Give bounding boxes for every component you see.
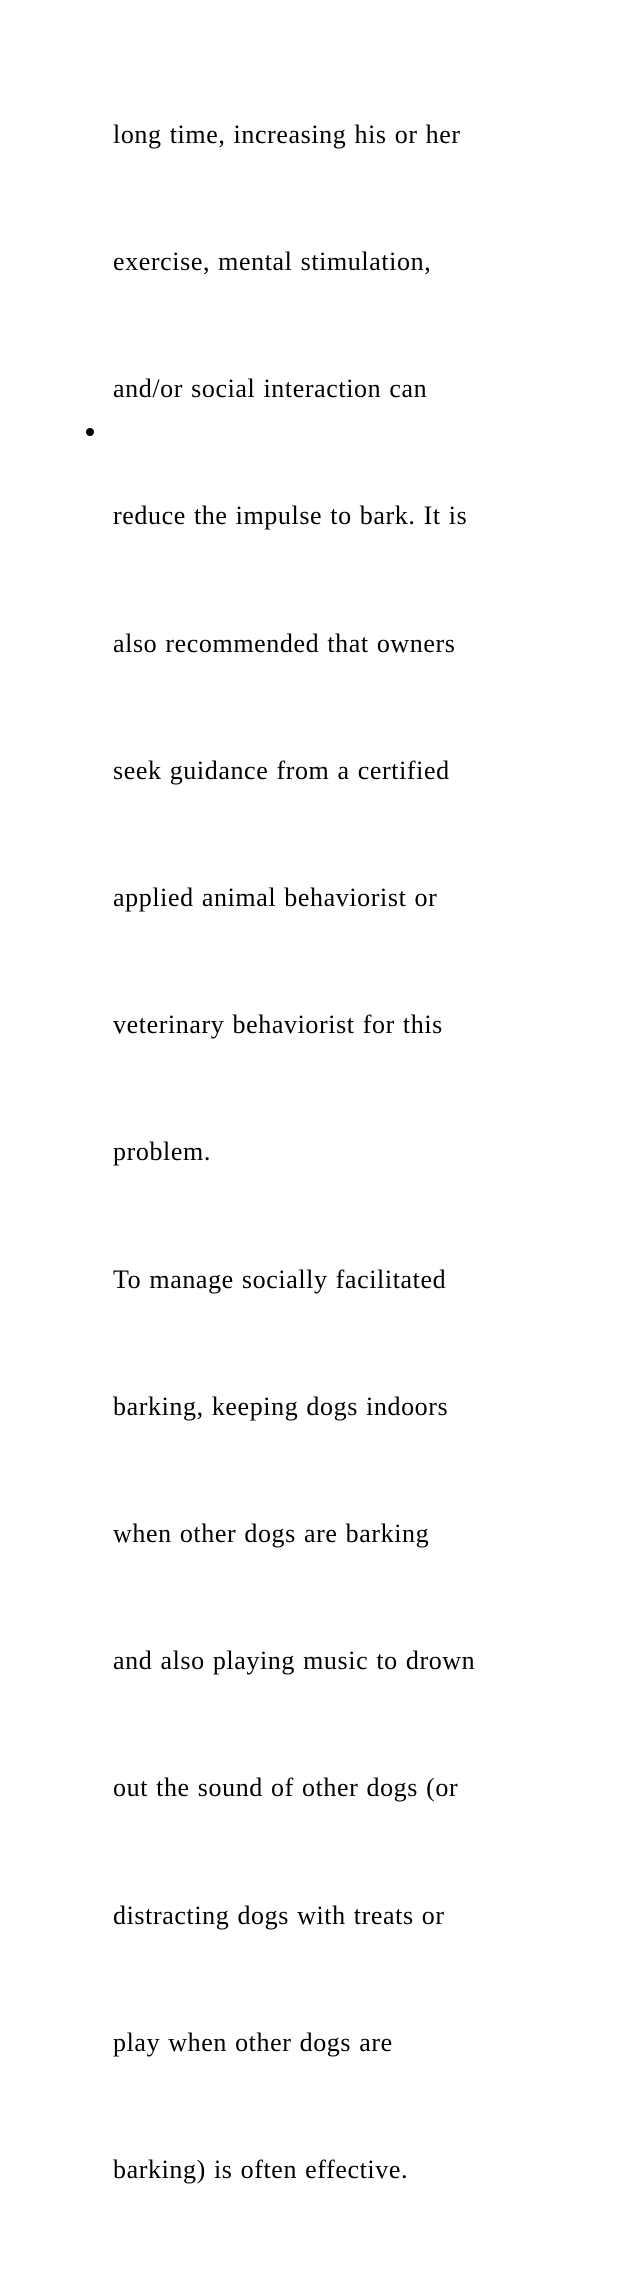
text-line: seek guidance from a certified	[113, 755, 450, 785]
text-line: also recommended that owners	[113, 628, 456, 658]
text-line: veterinary behaviorist for this	[113, 1010, 443, 1040]
text-line: exercise, mental stimulation,	[113, 247, 432, 277]
bullet-text-line: barking) is often effective.	[113, 2155, 409, 2185]
body-text	[113, 29, 583, 2276]
bullet-text-line: and also playing music to drown	[113, 1646, 476, 1676]
bullet-text-line: play when other dogs are	[113, 2027, 393, 2057]
text-line: reduce the impulse to bark. It is	[113, 501, 468, 531]
text-line: long time, increasing his or her	[113, 119, 461, 149]
text-line: applied animal behaviorist or	[113, 883, 438, 913]
text-line: and/or social interaction can	[113, 374, 428, 404]
bullet-text-line: To manage socially facilitated	[113, 1264, 447, 1294]
bullet-text-line: out the sound of other dogs (or	[113, 1773, 459, 1803]
bullet-text-line: when other dogs are barking	[113, 1519, 430, 1549]
text-line: problem.	[113, 1137, 211, 1167]
bullet-text-line: barking, keeping dogs indoors	[113, 1391, 449, 1421]
bullet-icon	[86, 428, 94, 436]
bullet-text-line: distracting dogs with treats or	[113, 1900, 445, 1930]
